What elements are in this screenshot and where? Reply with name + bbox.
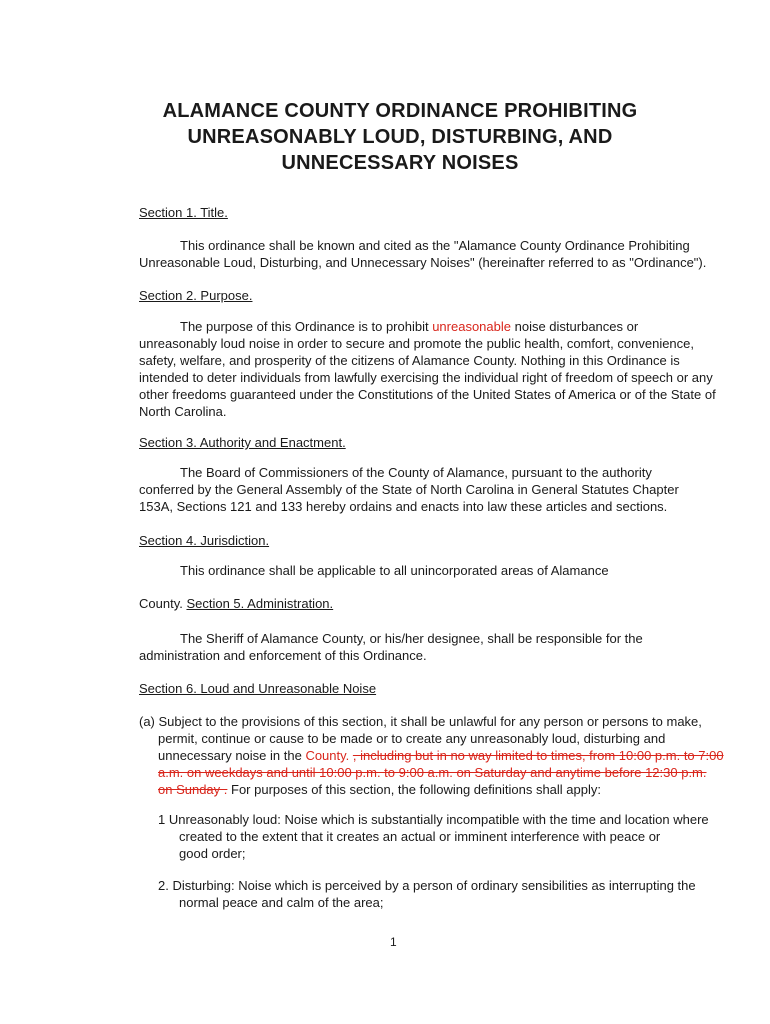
- text-line: conferred by the General Assembly of the State of North Carolina in General Statutes Chapter: [139, 482, 679, 497]
- text-line: created to the extent that it creates an actual or imminent interference with peace or: [179, 829, 661, 844]
- text-line: The Board of Commissioners of the County of Alamance, pursuant to the authority: [180, 465, 652, 480]
- text-run: County.: [139, 596, 187, 611]
- text-line: North Carolina.: [139, 404, 227, 419]
- section-1-body: [139, 237, 707, 271]
- text-run: noise disturbances or: [511, 319, 639, 334]
- text-line: intended to deter individuals from lawfully exercising the individual right of freedom of speech or any: [139, 370, 713, 385]
- definition-2: [158, 877, 696, 911]
- text-run: The purpose of this Ordinance is to prohibit: [180, 319, 433, 334]
- section-5-heading: Section 5. Administration.: [186, 596, 334, 611]
- text-line: administration and enforcement of this Ordinance.: [139, 648, 427, 663]
- text-run: unnecessary noise in the: [158, 748, 306, 763]
- section-5-body: [139, 630, 659, 664]
- text-line: good order;: [179, 846, 246, 861]
- text-line: [139, 595, 659, 612]
- text-line: safety, welfare, and prosperity of the citizens of Alamance County. Nothing in this Ordinance is: [139, 353, 680, 368]
- section-2-heading: Section 2. Purpose.: [139, 288, 253, 303]
- text-line: [139, 747, 724, 764]
- title-line-1: ALAMANCE COUNTY ORDINANCE PROHIBITING: [162, 100, 638, 122]
- text-line: This ordinance shall be applicable to all unincorporated areas of Alamance: [180, 563, 609, 578]
- text-run: For purposes of this section, the following definitions shall apply:: [227, 782, 601, 797]
- text-line: unreasonably loud noise in order to secure and promote the public health, comfort, convenience,: [139, 336, 695, 351]
- definition-1: [158, 811, 709, 862]
- inserted-text: unreasonable: [432, 319, 511, 334]
- section-3-body: [139, 464, 679, 515]
- text-line: [139, 781, 724, 798]
- deleted-text: a.m. on weekdays and until 10:00 p.m. to 9:00 a.m. on Saturday and anytime before 12:30 p.m.: [158, 765, 707, 780]
- text-line: [139, 764, 724, 781]
- section-6-heading: Section 6. Loud and Unreasonable Noise: [139, 681, 377, 696]
- section-1-heading: Section 1. Title.: [139, 205, 228, 220]
- text-line: 2. Disturbing: Noise which is perceived by a person of ordinary sensibilities as interrupting the: [158, 878, 696, 893]
- section-3-heading: Section 3. Authority and Enactment.: [139, 435, 346, 450]
- section-4-continuation: [139, 595, 659, 612]
- deleted-text: on Sunday .: [158, 782, 228, 797]
- page-number: 1: [390, 935, 397, 949]
- section-2-body: [139, 318, 716, 420]
- text-line: Unreasonable Loud, Disturbing, and Unnecessary Noises" (hereinafter referred to as "Ordinance").: [139, 255, 707, 270]
- document-title: [130, 98, 670, 176]
- text-line: normal peace and calm of the area;: [179, 895, 384, 910]
- title-line-3: UNNECESSARY NOISES: [281, 152, 519, 174]
- section-6-clause-a: [139, 713, 724, 798]
- title-line-2: UNREASONABLY LOUD, DISTURBING, AND: [187, 126, 613, 148]
- text-line: This ordinance shall be known and cited as the "Alamance County Ordinance Prohibiting: [180, 238, 690, 253]
- section-4-heading: Section 4. Jurisdiction.: [139, 533, 270, 548]
- text-line: [139, 318, 659, 335]
- section-4-body: [139, 562, 659, 579]
- text-line: other freedoms guaranteed under the Constitutions of the United States of America or of the State of: [139, 387, 716, 402]
- text-line: (a) Subject to the provisions of this section, it shall be unlawful for any person or persons to make,: [139, 714, 702, 729]
- text-line: 1 Unreasonably loud: Noise which is substantially incompatible with the time and location where: [158, 812, 709, 827]
- deleted-text: , including but in no way limited to times, from 10:00 p.m. to 7:00: [352, 748, 724, 763]
- text-line: permit, continue or cause to be made or to create any unreasonably loud, disturbing and: [158, 731, 666, 746]
- inserted-text: County.: [305, 748, 353, 763]
- text-line: 153A, Sections 121 and 133 hereby ordains and enacts into law these articles and sections.: [139, 499, 668, 514]
- text-line: The Sheriff of Alamance County, or his/her designee, shall be responsible for the: [180, 631, 643, 646]
